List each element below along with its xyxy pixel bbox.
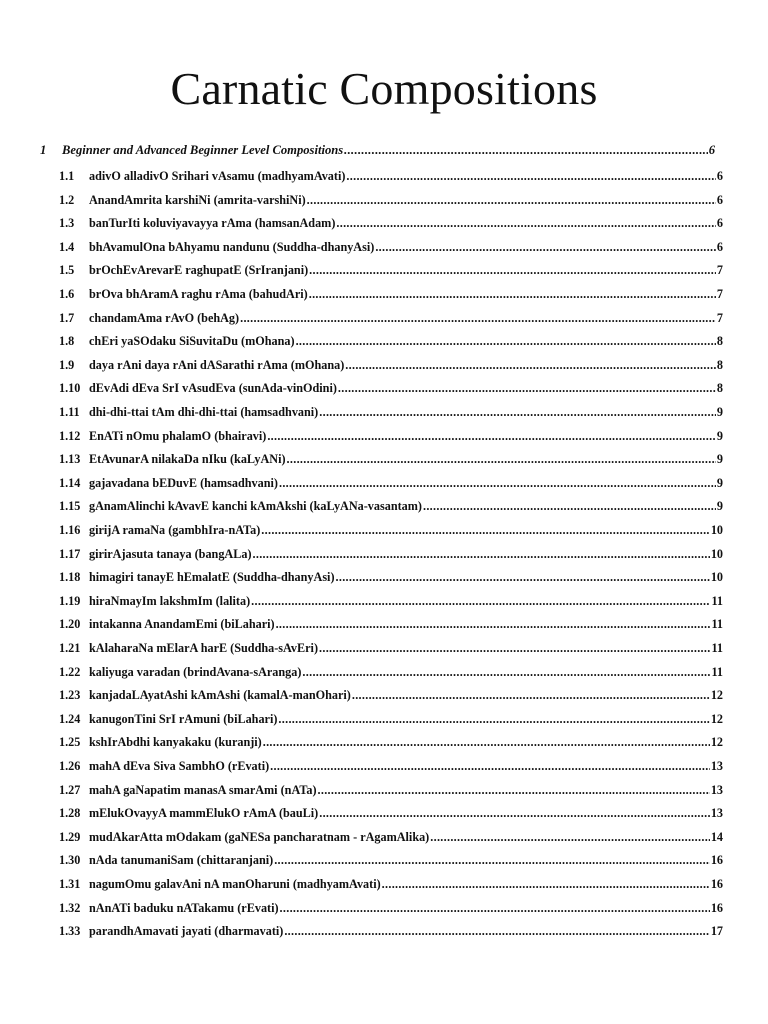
entry-title: mahA gaNapatim manasA smarAmi (nATa) (89, 782, 317, 797)
entry-title: chEri yaSOdaku SiSuvitaDu (mOhana) (89, 334, 295, 349)
toc-entry[interactable] (59, 358, 723, 373)
toc-entry[interactable] (59, 594, 723, 609)
dot-leader (284, 924, 709, 939)
entry-page: 12 (710, 711, 723, 726)
entry-number: 1.29 (59, 829, 81, 844)
toc-entry[interactable] (59, 570, 723, 585)
toc-entry[interactable] (59, 901, 723, 916)
section-number: 1 (40, 143, 47, 157)
dot-leader (309, 263, 716, 278)
dot-leader (344, 143, 708, 158)
entry-title: chandamAma rAvO (behAg) (89, 310, 240, 325)
entry-number: 1.11 (59, 405, 80, 419)
entry-number: 1.1 (59, 169, 75, 183)
entry-number: 1.22 (59, 664, 81, 679)
entry-number: 1.7 (59, 310, 75, 325)
toc-entry[interactable] (59, 853, 723, 868)
entry-page: 11 (711, 641, 723, 655)
entry-number: 1.12 (59, 428, 81, 443)
dot-leader (423, 499, 716, 514)
entry-page: 8 (716, 334, 723, 349)
entry-number: 1.2 (59, 192, 75, 207)
entry-number: 1.3 (59, 216, 75, 231)
dot-leader (279, 476, 716, 491)
entry-title: kshIrAbdhi kanyakaku (kuranji) (89, 735, 262, 750)
entry-number: 1.24 (59, 711, 81, 726)
dot-leader (274, 853, 710, 868)
entry-title: brOva bhAramA raghu rAma (bahudAri) (89, 287, 308, 301)
entry-page: 6 (716, 216, 723, 231)
section-title: Beginner and Advanced Beginner Level Compositions (62, 143, 344, 157)
entry-page: 10 (710, 570, 723, 585)
entry-page: 9 (716, 428, 723, 443)
entry-number: 1.21 (59, 641, 81, 655)
dot-leader (276, 617, 711, 632)
dot-leader (319, 405, 716, 420)
entry-page: 13 (710, 759, 723, 773)
entry-page: 7 (716, 287, 723, 301)
toc-entry[interactable] (59, 688, 723, 703)
dot-leader (352, 688, 710, 703)
dot-leader (287, 452, 716, 467)
entry-page: 17 (710, 924, 723, 939)
entry-page: 8 (716, 381, 723, 396)
dot-leader (375, 240, 716, 255)
entry-page: 9 (716, 452, 723, 467)
entry-number: 1.18 (59, 570, 81, 585)
entry-title: adivO alladivO Srihari vAsamu (madhyamAvati) (89, 169, 346, 183)
entry-number: 1.19 (59, 593, 81, 608)
entry-page: 14 (710, 829, 723, 844)
toc-entry[interactable] (59, 641, 723, 656)
entry-page: 11 (711, 617, 723, 632)
dot-leader (307, 193, 716, 208)
dot-leader (338, 381, 716, 396)
entry-page: 9 (716, 405, 723, 419)
toc-entry[interactable] (59, 877, 723, 892)
entry-title: EnATi nOmu phalamO (bhairavi) (89, 428, 267, 443)
entry-number: 1.27 (59, 782, 81, 797)
entry-number: 1.17 (59, 546, 81, 561)
toc-entry[interactable] (59, 287, 723, 302)
entry-title: intakanna AnandamEmi (biLahari) (89, 617, 275, 632)
entry-title: kaliyuga varadan (brindAvana-sAranga) (89, 664, 302, 679)
toc-entry[interactable] (59, 381, 723, 396)
section-page: 6 (708, 143, 715, 157)
entry-number: 1.33 (59, 924, 81, 939)
entry-number: 1.9 (59, 357, 75, 372)
entry-title: parandhAmavati jayati (dharmavati) (89, 924, 284, 939)
entry-number: 1.20 (59, 617, 81, 632)
entry-title: mElukOvayyA mammElukO rAmA (bauLi) (89, 806, 319, 821)
entry-number: 1.4 (59, 239, 75, 254)
entry-title: mahA dEva Siva SambhO (rEvati) (89, 759, 270, 773)
entry-number: 1.14 (59, 475, 81, 490)
entry-page: 11 (711, 593, 723, 608)
entry-number: 1.5 (59, 263, 75, 278)
entry-page: 10 (710, 546, 723, 561)
entry-title: daya rAni daya rAni dASarathi rAma (mOhana) (89, 357, 345, 372)
toc-entry[interactable] (59, 523, 723, 538)
entry-title: dhi-dhi-ttai tAm dhi-dhi-ttai (hamsadhvani) (89, 405, 319, 419)
entry-title: EtAvunarA nilakaDa nIku (kaLyANi) (89, 452, 286, 467)
dot-leader (319, 806, 710, 821)
entry-page: 8 (716, 357, 723, 372)
dot-leader (346, 169, 715, 184)
toc-entry[interactable] (59, 405, 723, 420)
entry-page: 16 (710, 877, 723, 891)
entry-number: 1.16 (59, 523, 81, 537)
entry-title: gAnamAlinchi kAvavE kanchi kAmAkshi (kaLyANa-vasantam) (89, 499, 422, 514)
entry-page: 6 (716, 169, 723, 183)
entry-number: 1.30 (59, 853, 81, 868)
toc-entry[interactable] (59, 735, 723, 750)
entry-title: banTurIti koluviyavayya rAma (hamsanAdam) (89, 216, 336, 231)
toc-entry[interactable] (59, 759, 723, 774)
toc-entry[interactable] (59, 311, 723, 326)
toc-entry[interactable] (59, 712, 723, 727)
dot-leader (267, 429, 716, 444)
entry-number: 1.26 (59, 759, 81, 773)
entry-title: brOchEvArevarE raghupatE (SrIranjani) (89, 263, 309, 278)
entry-page: 13 (710, 782, 723, 797)
entry-number: 1.23 (59, 688, 81, 703)
toc-entry[interactable] (59, 263, 723, 278)
entry-page: 6 (716, 192, 723, 207)
dot-leader (309, 287, 716, 302)
entry-page: 12 (710, 735, 723, 750)
dot-leader (302, 665, 710, 680)
toc-entry[interactable] (59, 240, 723, 255)
entry-page: 7 (716, 310, 723, 325)
toc-entry[interactable] (59, 334, 723, 349)
dot-leader (278, 712, 709, 727)
toc-entry[interactable] (59, 617, 723, 632)
entry-page: 9 (716, 499, 723, 514)
toc-entry[interactable] (59, 216, 723, 231)
dot-leader (430, 830, 710, 845)
entry-title: bhAvamulOna bAhyamu nandunu (Suddha-dhanyAsi) (89, 239, 375, 254)
dot-leader (240, 311, 716, 326)
toc-entry[interactable] (59, 665, 723, 680)
entry-title: himagiri tanayE hEmalatE (Suddha-dhanyAsi) (89, 570, 335, 585)
dot-leader (382, 877, 710, 892)
entry-page: 7 (716, 263, 723, 278)
entry-number: 1.32 (59, 900, 81, 915)
entry-title: girirAjasuta tanaya (bangALa) (89, 546, 252, 561)
dot-leader (345, 358, 716, 373)
entry-title: kAlaharaNa mElarA harE (Suddha-sAvEri) (89, 641, 318, 655)
toc-section-heading[interactable] (40, 143, 715, 158)
entry-title: hiraNmayIm lakshmIm (lalita) (89, 593, 251, 608)
toc-entry[interactable] (59, 193, 723, 208)
entry-title: nagumOmu galavAni nA manOharuni (madhyamAvati) (89, 877, 381, 891)
entry-title: AnandAmrita karshiNi (amrita-varshiNi) (89, 192, 306, 207)
toc-entry[interactable] (59, 830, 723, 845)
entry-page: 16 (710, 900, 723, 915)
entry-number: 1.15 (59, 499, 81, 514)
entry-title: gajavadana bEDuvE (hamsadhvani) (89, 475, 278, 490)
dot-leader (318, 783, 710, 798)
entry-number: 1.8 (59, 334, 75, 349)
dot-leader (280, 901, 710, 916)
document-title: Carnatic Compositions (170, 63, 598, 114)
entry-number: 1.13 (59, 452, 81, 467)
dot-leader (270, 759, 710, 774)
toc-entry[interactable] (59, 169, 723, 184)
dot-leader (263, 735, 710, 750)
dot-leader (336, 570, 710, 585)
dot-leader (253, 547, 710, 562)
entry-title: kanjadaLAyatAshi kAmAshi (kamalA-manOhari) (89, 688, 351, 703)
entry-title: kanugonTini SrI rAmuni (biLahari) (89, 711, 278, 726)
entry-page: 10 (710, 523, 723, 537)
toc-entry[interactable] (59, 452, 723, 467)
dot-leader (261, 523, 710, 538)
entry-title: girijA ramaNa (gambhIra-nATa) (89, 523, 261, 537)
entry-title: nAnATi baduku nATakamu (rEvati) (89, 900, 279, 915)
toc-entry[interactable] (59, 547, 723, 562)
dot-leader (336, 216, 716, 231)
toc-entry[interactable] (59, 924, 723, 939)
toc-entry[interactable] (59, 806, 723, 821)
entry-page: 16 (710, 853, 723, 868)
dot-leader (296, 334, 716, 349)
entry-page: 11 (711, 664, 723, 679)
entry-number: 1.25 (59, 735, 81, 750)
entry-number: 1.6 (59, 287, 75, 301)
toc-entry[interactable] (59, 499, 723, 514)
entry-title: nAda tanumaniSam (chittaranjani) (89, 853, 274, 868)
entry-number: 1.10 (59, 381, 81, 396)
entry-number: 1.28 (59, 806, 81, 821)
toc-entry[interactable] (59, 429, 723, 444)
entry-page: 13 (710, 806, 723, 821)
entry-page: 12 (710, 688, 723, 703)
entry-page: 6 (716, 239, 723, 254)
entry-page: 9 (716, 475, 723, 490)
entry-number: 1.31 (59, 877, 81, 891)
toc-entry[interactable] (59, 476, 723, 491)
entry-title: dEvAdi dEva SrI vAsudEva (sunAda-vinOdini) (89, 381, 337, 396)
toc-entry[interactable] (59, 783, 723, 798)
entry-title: mudAkarAtta mOdakam (gaNESa pancharatnam - rAgamAlika) (89, 829, 430, 844)
dot-leader (251, 594, 710, 609)
dot-leader (319, 641, 710, 656)
